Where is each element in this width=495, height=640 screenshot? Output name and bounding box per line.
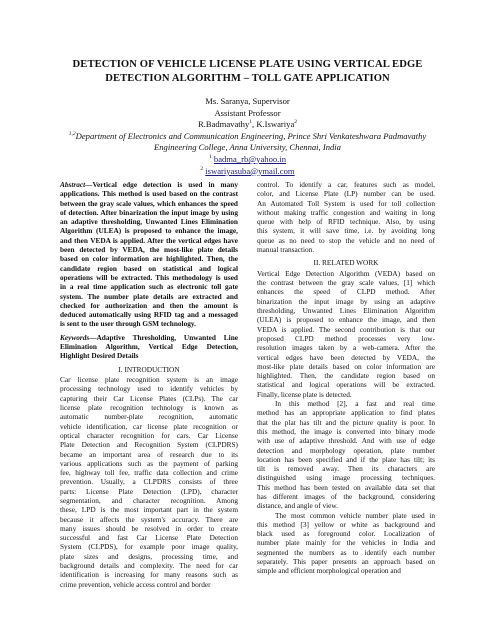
text-line: Elimination Algorithm, Vertical Edge Detection, [60, 342, 238, 352]
abstract [60, 180, 238, 329]
text-line: tilt is removed away. Then its characters are [257, 464, 435, 474]
text-line: identification is increasing for many reasons such as [60, 570, 238, 580]
author-2: , K.Iswariya [252, 119, 295, 130]
introduction-text [60, 375, 238, 589]
text-line: various applications such as the payment of parking [60, 458, 238, 468]
text-line: highlighted. Then, the candidate region based on [257, 371, 435, 381]
text-line: has different images of the background, considering [257, 492, 435, 501]
text-line: prevention. Usually, a CLPDRS consists of three [60, 477, 238, 487]
text-line: vehicle identification, car license plate recognition or [60, 421, 238, 431]
text-line: the contrast between the gray scale values, [1] which [257, 278, 435, 288]
abstract-label: Abstract— [60, 180, 93, 189]
author-1: R.Badmavathy [197, 119, 250, 130]
text-line: segmented the numbers as to identify each number [257, 547, 435, 557]
text-line: between the gray scale values, which enhances the speed [60, 198, 238, 208]
text-line: queue with help of RFID technique. Also, by using [257, 217, 435, 227]
email-link[interactable]: badma_rb@yahoo.in [213, 153, 287, 164]
text-line: candidate region based on statistical and logical [60, 263, 238, 273]
introduction-continued [257, 180, 435, 254]
text-line: based on color information are highlighted. Then, the [60, 254, 238, 264]
email-link[interactable]: iswariyasuba@ymail.com [205, 165, 295, 176]
text-line: resolution images taken by a web-camera. After the [257, 343, 435, 353]
text-line: detection and morphology operation, plate number [257, 445, 435, 455]
email-line [60, 166, 435, 178]
text-line: applications. This method is used based on the contrast [60, 189, 238, 199]
text-line: method has an appropriate application to find plates [257, 408, 435, 418]
section-heading-introduction: I. INTRODUCTION [118, 364, 180, 374]
text-line: this method [3] yellow or white as background and [257, 519, 435, 529]
text-line: An Automated Toll System is used for toll collection [257, 198, 435, 208]
text-line: in a real time application such as electronic toll gate [60, 282, 238, 292]
affiliation-sup: 1,2 [68, 130, 76, 137]
text-line: crime prevention, vehicle access control and border [60, 579, 211, 589]
text-line: parts: License Plate Detection (LPD), character [60, 486, 238, 496]
text-line: distance, and angle of view. [257, 501, 338, 511]
related-work-paragraph [257, 399, 435, 511]
text-line: VEDA is applied. The second contribution is that our [257, 324, 435, 334]
author-2-sup: 2 [294, 119, 298, 126]
text-line: Finally, license plate is detected. [257, 389, 352, 399]
text-line: color, and License Plate (LP) number can be used. [257, 189, 435, 199]
text-line: successful and fast Car License Plate Detection [60, 533, 238, 543]
text-line: many issues should be resolved in order to create [60, 523, 238, 533]
text-line: black used as foreground color. Localization of [257, 529, 435, 539]
text-line: This method has been tested on available data set that [257, 482, 435, 492]
author-names [60, 119, 435, 131]
text-line: operations will be extracted. This methodology is used [60, 272, 238, 282]
supervisor-name: Ms. Saranya, Supervisor [205, 96, 290, 106]
text-line: Algorithm (ULEA) is proposed to enhance the image, [60, 226, 238, 236]
text-line: control. To identify a car, features such as model, [257, 180, 435, 189]
text-line: and then VEDA is applied. After the vertical edges have [60, 235, 238, 245]
text-line: The most common vehicle number plate used in [275, 510, 435, 520]
text-line: checked for authorization and then the amount is [60, 300, 238, 310]
author-1-sup: 1 [249, 119, 253, 126]
text-line: separately. This paper presents an approach based on [257, 557, 435, 567]
text-line: Vertical Edge Detection Algorithm (VEDA) based on [257, 268, 435, 278]
text-line: deduced automatically using RFID tag and a messaged [60, 310, 238, 320]
text-line: statistical and logical operations will be extracted. [257, 380, 435, 390]
text-line: number plate mainly for the vehicles in India and [257, 538, 435, 548]
author-block [60, 96, 435, 177]
text-line: queue as no need to stop the vehicle and no need of [257, 235, 435, 245]
text-line: automatic number-plate recognition, automatic [60, 412, 238, 422]
text-line: manual transaction. [257, 245, 315, 255]
text-line: (ULEA) is proposed to enhance the image, and then [257, 315, 435, 325]
text-line: background details and complexity. The need for car [60, 561, 238, 571]
related-work-paragraph [257, 269, 435, 399]
text-line: proposed CLPD method processes very low- [257, 333, 435, 343]
related-work-paragraph [257, 511, 435, 576]
text-line: binarization the input image by using an adaptive [257, 296, 435, 306]
affiliation-line [60, 131, 435, 143]
text-line: location has been specified and if the plate has tilt; its [257, 454, 435, 464]
right-column [257, 180, 435, 576]
text-line: because it affects the system's accuracy. There are [60, 514, 238, 524]
text-line: most-like plate details based on color information are [257, 361, 435, 371]
text-line: of detection. After binarization the input image by using [60, 207, 238, 217]
text-line: this method, the image is converted into binary mode [257, 426, 435, 436]
text-line: Car license plate recognition system is an image [60, 375, 238, 385]
text-line: capturing their Car License Plates (CLPs). The car [60, 393, 238, 403]
text-line: processing technology used to identify vehicles by [60, 384, 238, 394]
text-run: Adaptive Thresholding, Unwanted Line [96, 332, 238, 342]
text-line: system. The number plate details are extracted and [60, 291, 238, 301]
text-line: vertical edges have been detected by VEDA, the [257, 352, 435, 362]
affiliation-line: Engineering College, Anna University, Chennai, India [154, 142, 341, 153]
email-line [60, 154, 435, 166]
text-line: thresholding, Unwanted Lines Elimination Algorithm [257, 306, 435, 316]
title-line: DETECTION ALGORITHM – TOLL GATE APPLICATION [105, 73, 390, 84]
affiliation-text: Department of Electronics and Communication Engineering, Prince Shri Venkateshwara Padmavathy [75, 130, 427, 141]
supervisor-role: Assistant Professor [214, 107, 281, 118]
text-line: enhances the speed of CLPD method. After [257, 287, 435, 297]
text-line: Highlight Desired Details [60, 351, 139, 361]
paper-title [50, 58, 445, 86]
text-line: been detected by VEDA, the most-like plate details [60, 245, 238, 255]
text-line: these, LPD is the most important part in the system [60, 505, 238, 515]
email-sup: 2 [200, 165, 204, 172]
text-line: System (CLPDS), for example poor image quality, [60, 542, 238, 552]
text-line: In this method [2], a fast and real time [275, 399, 435, 409]
text-line: with use of adaptive threshold. And with use of edge [257, 436, 435, 446]
text-line: plate sizes and designs, processing time, and [60, 551, 238, 561]
text-line: fee, highway toll fee, traffic data collection and crime [60, 468, 238, 478]
text-line: segmentation, and character recognition. Among [60, 496, 238, 505]
text-line: that the plat has tilt and the picture quality is poor. In [257, 417, 435, 427]
text-line: without making traffic congestion and waiting in long [257, 207, 435, 217]
text-line: license plate recognition technology is known as [60, 403, 238, 413]
text-line [60, 333, 238, 342]
keywords-label: Keywords— [60, 332, 97, 342]
text-line: is sent to the user through GSM technology. [60, 319, 196, 329]
text-line: Plate Detection and Recognition System (CLPDRS) [60, 440, 238, 450]
keywords [60, 333, 238, 361]
title-line: DETECTION OF VEHICLE LICENSE PLATE USING VERTICAL EDGE [72, 59, 423, 70]
text-line [60, 180, 238, 189]
text-line: this system, it will save time, i.e. by avoiding long [257, 226, 435, 236]
text-line: simple and efficient morphological operation and [257, 566, 401, 576]
text-run: Vertical edge detection is used in many [92, 180, 238, 189]
left-column [60, 180, 238, 589]
text-line: distinguished using image processing techniques. [257, 473, 435, 483]
text-line: optical character recognition for cars. Car License [60, 430, 238, 440]
section-heading-related-work: II. RELATED WORK [313, 258, 379, 268]
text-line: became an important area of research due to its [60, 449, 238, 459]
text-line: an adaptive thresholding, Unwanted Lines Elimination [60, 217, 238, 227]
email-sup: 1 [208, 154, 212, 161]
